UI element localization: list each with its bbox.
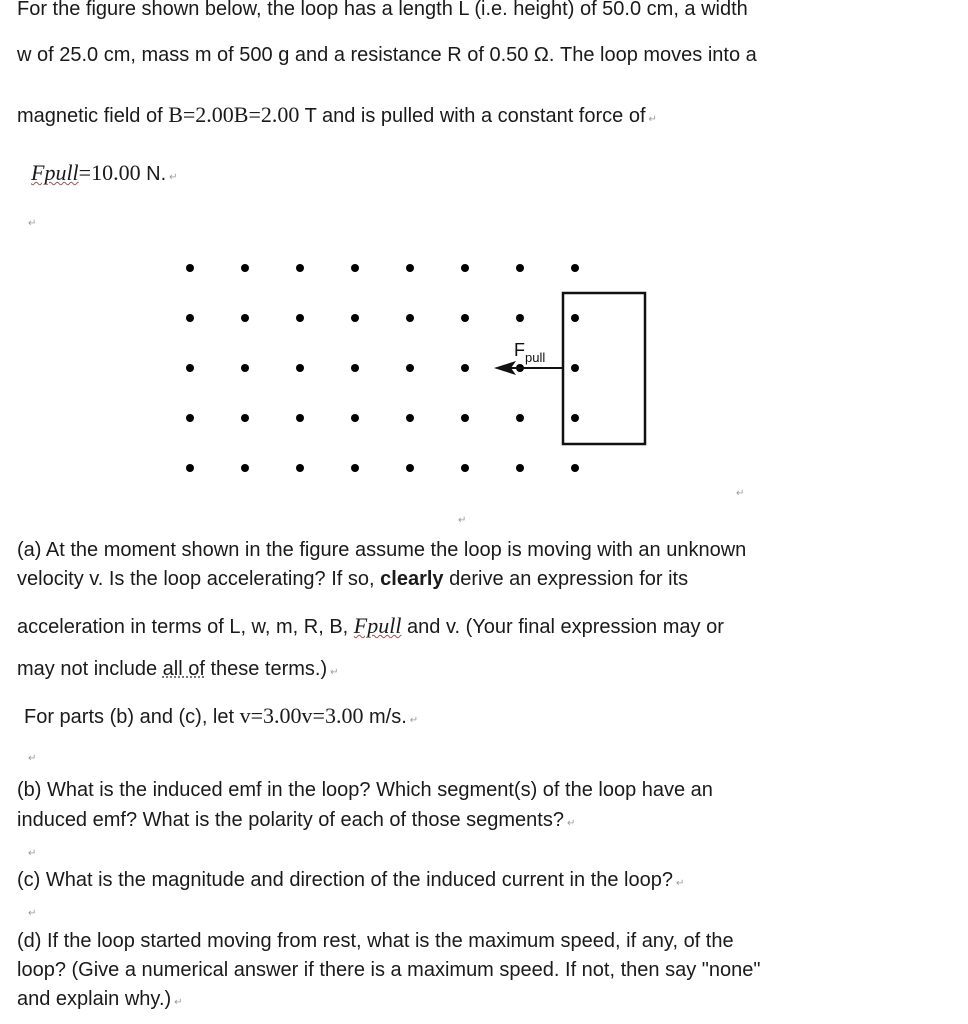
part-a-line-4-prefix: may not include bbox=[17, 658, 163, 680]
fpull-symbol: Fpull bbox=[353, 613, 402, 638]
field-dot bbox=[516, 314, 524, 322]
part-c-text: (c) What is the magnitude and direction of the induced current in the loop? bbox=[17, 869, 673, 891]
paragraph-mark: ↵ bbox=[330, 667, 339, 678]
paragraph-mark: ↵ bbox=[174, 997, 183, 1008]
field-dot bbox=[296, 264, 304, 272]
field-dot bbox=[296, 364, 304, 372]
part-c-line-1 bbox=[17, 868, 684, 896]
field-dot bbox=[241, 464, 249, 472]
field-dot bbox=[461, 314, 469, 322]
paragraph-mark: ↵ bbox=[566, 818, 576, 829]
force-symbol: Fpull bbox=[31, 160, 79, 185]
field-dot bbox=[186, 464, 194, 472]
part-b-line-2 bbox=[17, 808, 575, 836]
field-dot bbox=[461, 414, 469, 422]
force-value: =10.00 bbox=[78, 160, 141, 185]
emphasis-clearly: clearly bbox=[380, 568, 444, 590]
paragraph-mark: ↵ bbox=[28, 218, 37, 229]
field-dot bbox=[516, 414, 524, 422]
field-dot bbox=[296, 314, 304, 322]
velocity-equation: v=3.00v=3.00 bbox=[239, 703, 364, 728]
field-dot bbox=[296, 464, 304, 472]
intro-line-3-prefix: magnetic field of bbox=[17, 105, 169, 127]
part-d-line-1: (d) If the loop started moving from rest, what is the maximum speed, if any, of the bbox=[17, 930, 734, 952]
paragraph-mark: ↵ bbox=[458, 515, 467, 526]
paragraph-mark: ↵ bbox=[28, 753, 37, 764]
intro-line-2: w of 25.0 cm, mass m of 500 g and a resistance R of 0.50 Ω. The loop moves into a bbox=[17, 44, 757, 66]
field-dot bbox=[461, 364, 469, 372]
part-d-line-3-text: and explain why.) bbox=[17, 988, 172, 1010]
paragraph-mark: ↵ bbox=[648, 114, 657, 125]
part-b-line-2-text: induced emf? What is the polarity of each of those segments? bbox=[17, 809, 564, 831]
force-unit: N. bbox=[140, 163, 167, 185]
field-dot bbox=[461, 264, 469, 272]
field-dot bbox=[516, 264, 524, 272]
part-a-line-2 bbox=[17, 567, 688, 591]
part-a-line-2-suffix: derive an expression for its bbox=[443, 568, 689, 590]
field-dot bbox=[406, 414, 414, 422]
part-a-line-3-suffix: and v. (Your final expression may or bbox=[401, 616, 724, 638]
part-a-line-3-prefix: acceleration in terms of L, w, m, R, B, bbox=[17, 616, 354, 638]
field-dot bbox=[186, 414, 194, 422]
underlined-all-of: all of bbox=[162, 658, 205, 680]
intro-line-1: For the figure shown below, the loop has a length L (i.e. height) of 50.0 cm, a width bbox=[17, 0, 748, 20]
part-a-line-1: (a) At the moment shown in the figure assume the loop is moving with an unknown bbox=[17, 539, 747, 561]
field-dot bbox=[351, 264, 359, 272]
field-dot bbox=[241, 314, 249, 322]
field-dot bbox=[351, 414, 359, 422]
part-a-line-4 bbox=[17, 657, 339, 685]
part-a-line-4-suffix: these terms.) bbox=[204, 658, 328, 680]
paragraph-mark: ↵ bbox=[675, 878, 685, 889]
field-dot bbox=[186, 264, 194, 272]
paragraph-mark: ↵ bbox=[736, 488, 745, 499]
field-dot bbox=[351, 464, 359, 472]
field-dot bbox=[571, 264, 579, 272]
field-dot bbox=[461, 464, 469, 472]
field-dot bbox=[351, 314, 359, 322]
force-label: $F_{pull}$ bbox=[514, 340, 546, 365]
field-dot bbox=[186, 314, 194, 322]
field-dot bbox=[516, 464, 524, 472]
part-a-line-3 bbox=[17, 614, 724, 639]
intro-line-3-suffix: T and is pulled with a constant force of bbox=[299, 105, 646, 127]
field-dot bbox=[241, 414, 249, 422]
field-dot bbox=[571, 364, 579, 372]
field-dot bbox=[241, 264, 249, 272]
part-a-line-2-prefix: velocity v. Is the loop accelerating? If so, bbox=[17, 568, 381, 590]
field-dot bbox=[571, 314, 579, 322]
field-dot bbox=[406, 314, 414, 322]
field-equation: B=2.00B=2.00 bbox=[168, 102, 300, 127]
field-dot bbox=[406, 364, 414, 372]
part-b-line-1: (b) What is the induced emf in the loop? Which segment(s) of the loop have an bbox=[17, 779, 713, 801]
part-d-line-2: loop? (Give a numerical answer if there is a maximum speed. If not, then say "none" bbox=[17, 959, 761, 981]
parts-note-suffix: m/s. bbox=[363, 706, 407, 728]
paragraph-mark: ↵ bbox=[409, 715, 419, 726]
parts-note bbox=[24, 704, 418, 733]
field-dot bbox=[241, 364, 249, 372]
part-d-line-3 bbox=[17, 987, 183, 1015]
field-dot bbox=[406, 464, 414, 472]
paragraph-mark: ↵ bbox=[28, 848, 37, 859]
paragraph-mark: ↵ bbox=[28, 908, 37, 919]
field-dot bbox=[351, 364, 359, 372]
paragraph-mark: ↵ bbox=[169, 172, 178, 183]
field-dot bbox=[571, 414, 579, 422]
parts-note-prefix: For parts (b) and (c), let bbox=[24, 706, 240, 728]
field-dot bbox=[406, 264, 414, 272]
field-dot bbox=[186, 364, 194, 372]
field-dot bbox=[296, 414, 304, 422]
field-dot bbox=[571, 464, 579, 472]
